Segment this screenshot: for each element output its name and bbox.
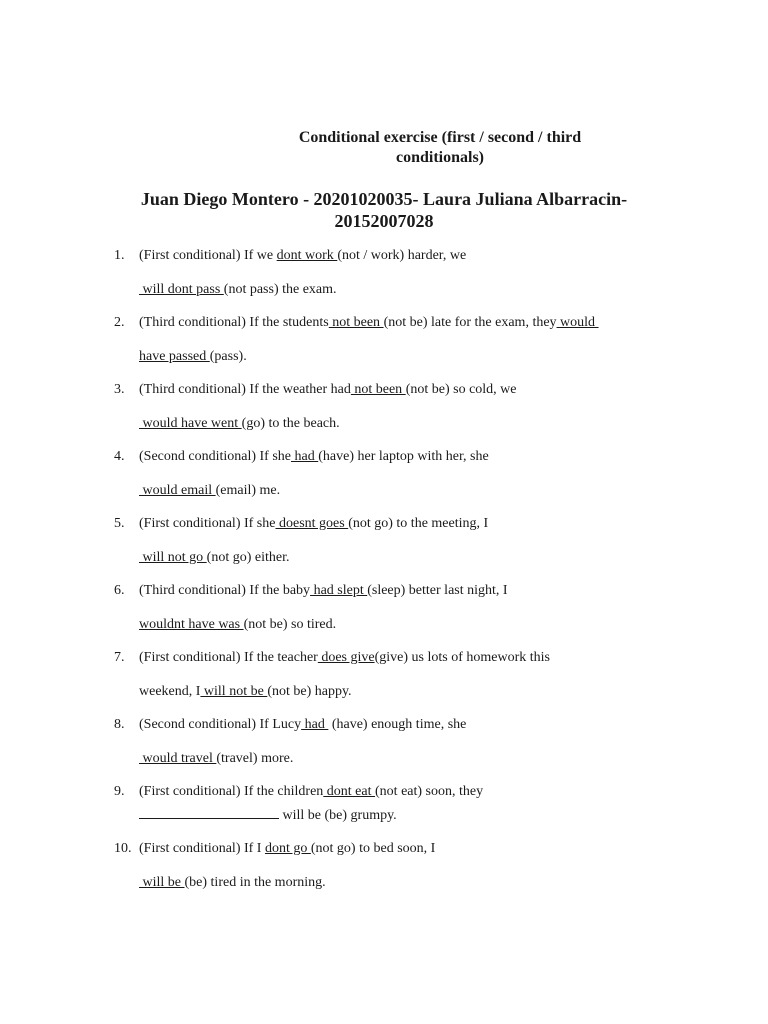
- exercise-number: 2.: [114, 315, 125, 330]
- exercise-line-2: [139, 617, 336, 633]
- prompt-text: (not pass) the exam.: [223, 282, 337, 297]
- answer-text: does give: [317, 650, 375, 665]
- exercise-line-1: [139, 841, 435, 857]
- exercise-line-2: [139, 806, 397, 824]
- exercise-line-2: [139, 875, 326, 891]
- prompt-text: (sleep) better last night, I: [367, 583, 508, 598]
- exercise-line-1: [139, 315, 599, 331]
- prompt-text: (pass).: [209, 349, 247, 364]
- exercise-line-1: [139, 583, 508, 599]
- exercise-line-2: [139, 483, 280, 499]
- title-line-2: conditionals): [395, 149, 484, 166]
- prompt-text: (Third conditional) If the baby: [139, 583, 311, 598]
- exercise-number: 4.: [114, 449, 125, 464]
- exercise-number: 1.: [114, 248, 125, 263]
- authors-line-1: Juan Diego Montero - 20201020035- Laura Juliana Albarracin-: [140, 189, 628, 209]
- answer-text: had: [301, 717, 329, 732]
- exercise-number: 10.: [114, 841, 132, 856]
- exercise-number: 8.: [114, 717, 125, 732]
- exercise-line-1: [139, 449, 489, 465]
- prompt-text: (First conditional) If the children: [139, 784, 324, 799]
- prompt-text: (have) enough time, she: [328, 717, 467, 732]
- prompt-text: (not be) so cold, we: [405, 382, 517, 397]
- answer-text: would: [556, 315, 599, 330]
- prompt-text: (have) her laptop with her, she: [318, 449, 489, 464]
- answer-text: would travel: [139, 751, 217, 766]
- answer-text: would have went: [139, 416, 242, 431]
- prompt-text: will be (be) grumpy.: [279, 808, 397, 823]
- exercise-line-1: [139, 784, 483, 800]
- prompt-text: (Third conditional) If the weather had: [139, 382, 351, 397]
- answer-text: would email: [139, 483, 216, 498]
- authors-line-2: 20152007028: [334, 211, 434, 231]
- prompt-text: (not be) so tired.: [243, 617, 337, 632]
- prompt-text: (Second conditional) If she: [139, 449, 292, 464]
- prompt-text: (First conditional) If I: [139, 841, 265, 856]
- exercise-number: 3.: [114, 382, 125, 397]
- prompt-text: (not go) to bed soon, I: [310, 841, 436, 856]
- answer-text: not been: [328, 315, 384, 330]
- exercise-number: 9.: [114, 784, 125, 799]
- exercise-line-2: [139, 282, 337, 298]
- prompt-text: (Third conditional) If the students: [139, 315, 329, 330]
- answer-text: wouldnt have was: [139, 617, 244, 632]
- prompt-text: (go) to the beach.: [241, 416, 340, 431]
- exercise-line-2: [139, 416, 340, 432]
- answer-text: dont eat: [323, 784, 376, 799]
- answer-text: had slept: [310, 583, 368, 598]
- exercise-line-2: [139, 550, 289, 566]
- document-authors: [110, 188, 658, 232]
- prompt-text: (email) me.: [215, 483, 281, 498]
- exercise-number: 7.: [114, 650, 125, 665]
- prompt-text: (First conditional) If she: [139, 516, 276, 531]
- answer-text: have passed: [139, 349, 210, 364]
- answer-text: dont work: [276, 248, 338, 263]
- answer-text: not been: [350, 382, 406, 397]
- prompt-text: (Second conditional) If Lucy: [139, 717, 302, 732]
- prompt-text: weekend, I: [139, 684, 201, 699]
- exercise-line-2: [139, 751, 293, 767]
- exercise-line-1: [139, 650, 550, 666]
- answer-text: will be: [139, 875, 185, 890]
- exercise-number: 6.: [114, 583, 125, 598]
- prompt-text: (travel) more.: [216, 751, 294, 766]
- exercise-line-2: [139, 349, 247, 365]
- answer-text: doesnt goes: [275, 516, 349, 531]
- exercise-line-1: [139, 248, 466, 264]
- prompt-text: (not eat) soon, they: [375, 784, 484, 799]
- answer-text: will dont pass: [139, 282, 224, 297]
- answer-text: will not be: [200, 684, 268, 699]
- answer-blank: [139, 806, 279, 819]
- prompt-text: (First conditional) If the teacher: [139, 650, 318, 665]
- prompt-text: (not be) happy.: [267, 684, 352, 699]
- prompt-text: (not be) late for the exam, they: [383, 315, 557, 330]
- answer-text: dont go: [264, 841, 311, 856]
- title-line-1: Conditional exercise (first / second / third: [298, 129, 582, 146]
- prompt-text: (not go) to the meeting, I: [348, 516, 489, 531]
- exercise-line-1: [139, 382, 517, 398]
- answer-text: will not go: [139, 550, 207, 565]
- exercise-line-1: [139, 717, 466, 733]
- exercise-number: 5.: [114, 516, 125, 531]
- answer-text: had: [291, 449, 319, 464]
- prompt-text: (not / work) harder, we: [337, 248, 467, 263]
- exercise-line-2: [139, 684, 352, 700]
- exercise-line-1: [139, 516, 488, 532]
- prompt-text: (not go) either.: [206, 550, 290, 565]
- prompt-text: (First conditional) If we: [139, 248, 277, 263]
- prompt-text: (be) tired in the morning.: [184, 875, 326, 890]
- prompt-text: (give) us lots of homework this: [374, 650, 550, 665]
- document-title: [250, 128, 630, 168]
